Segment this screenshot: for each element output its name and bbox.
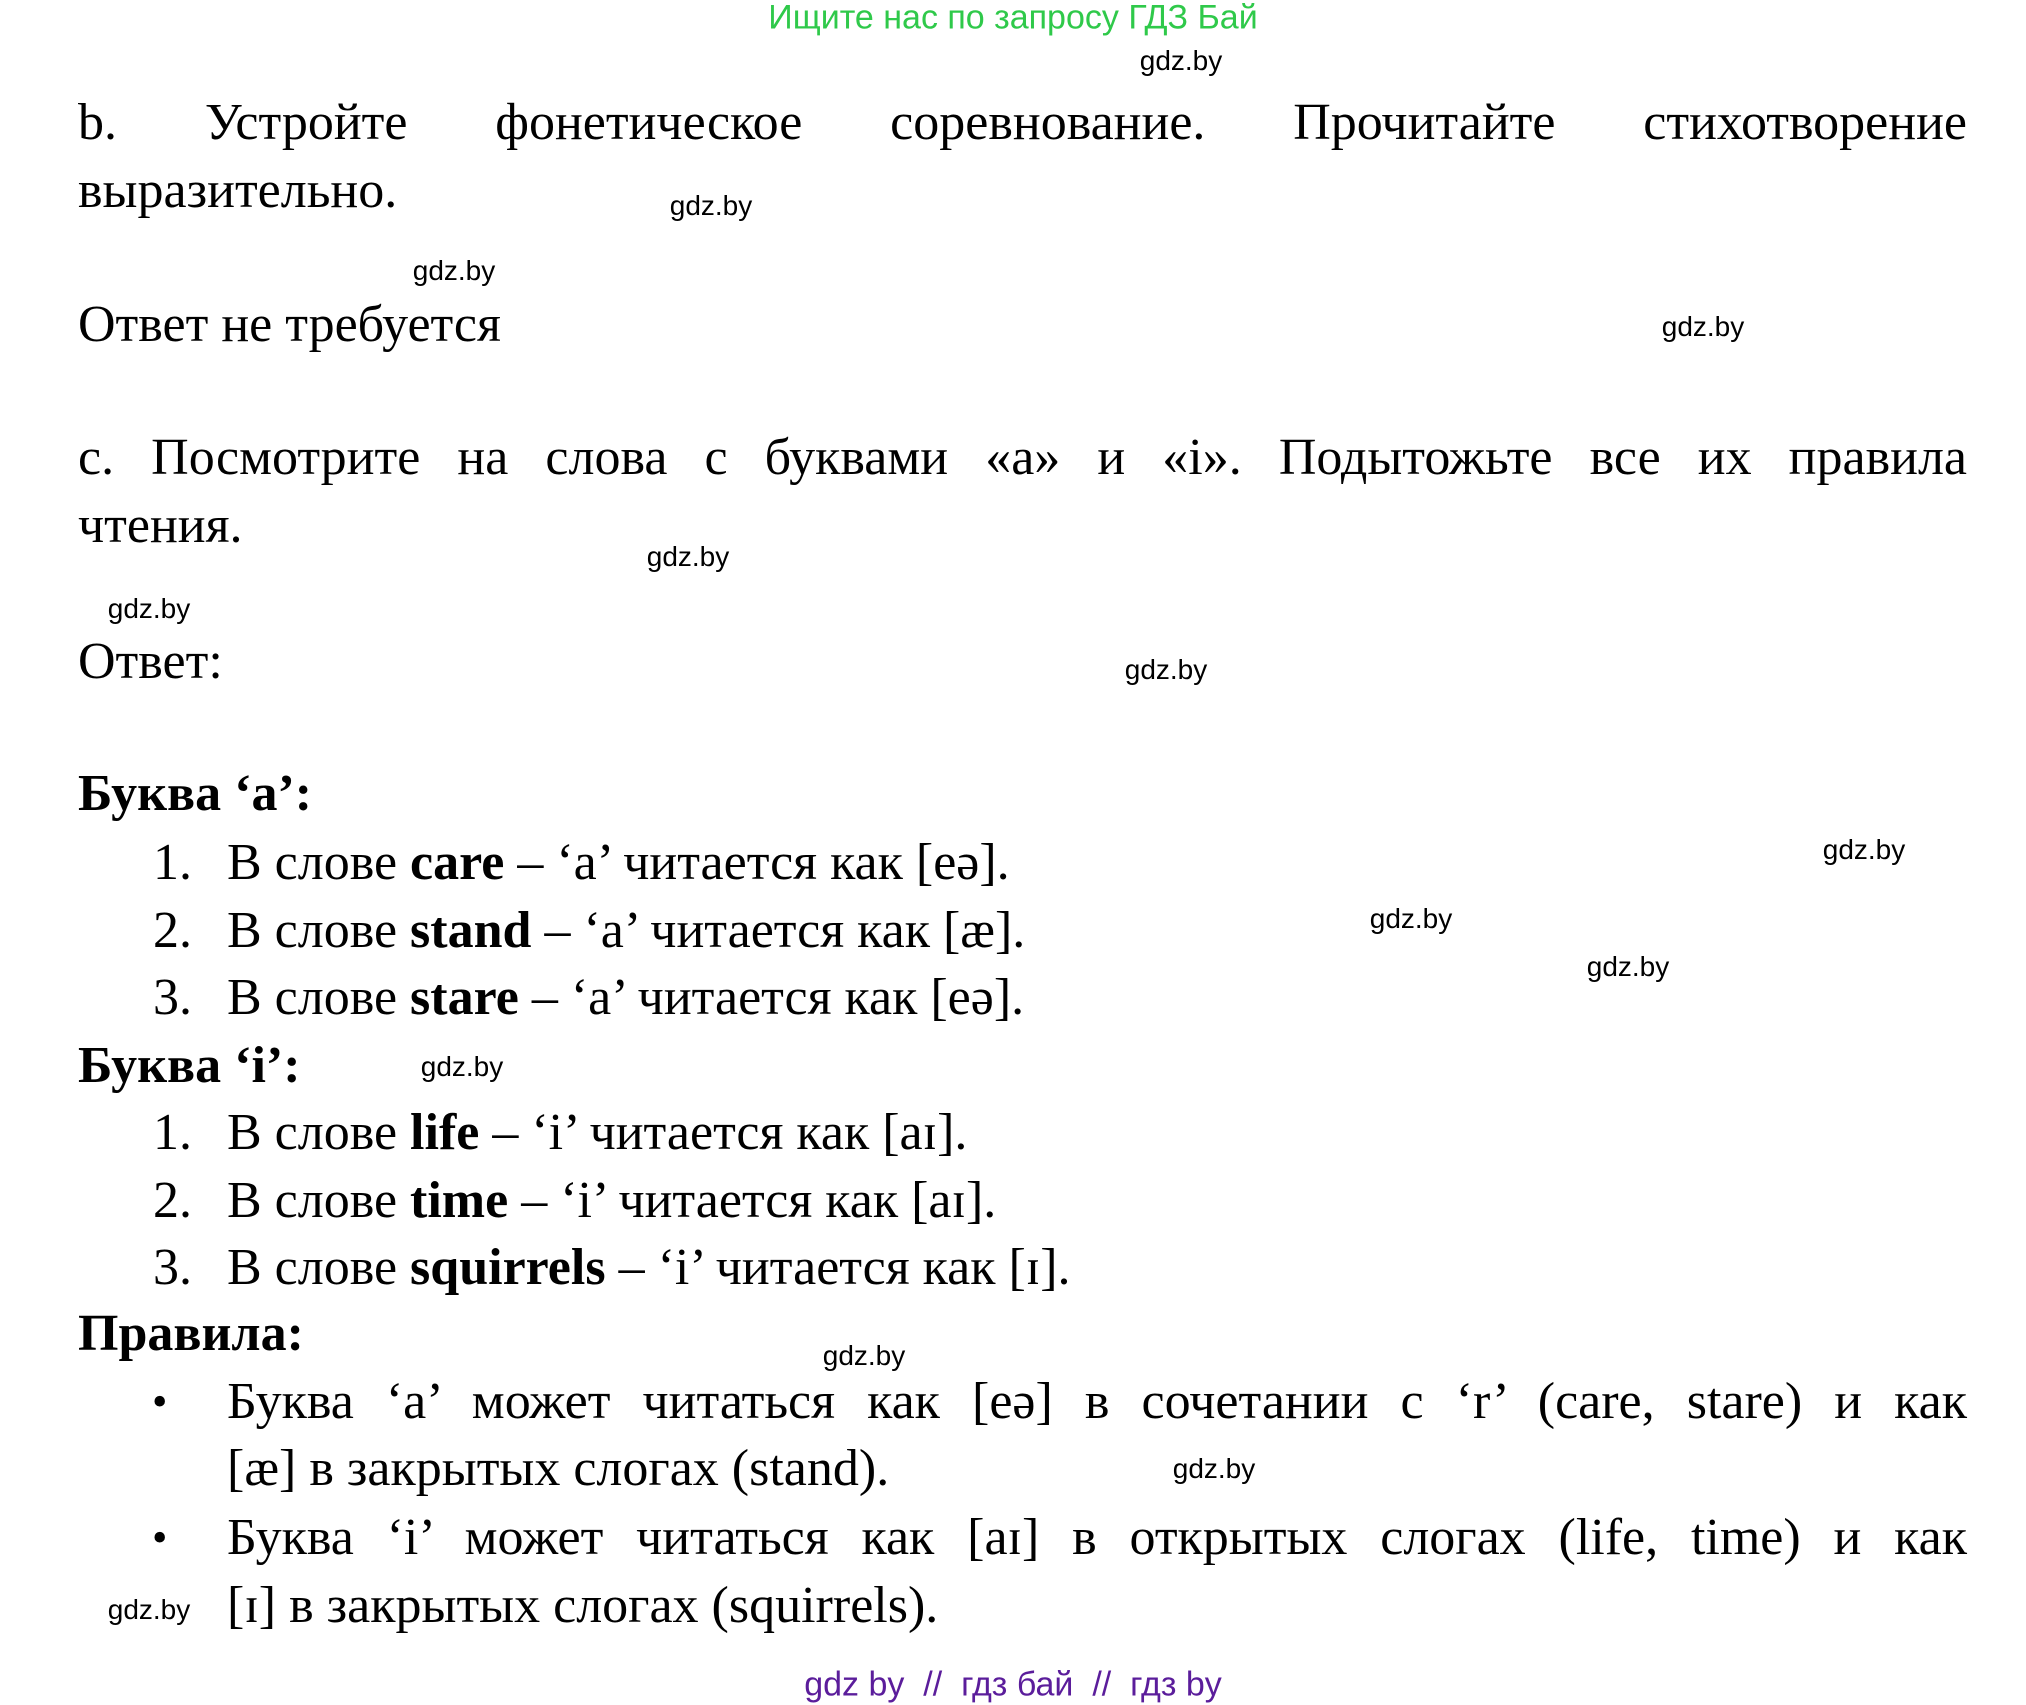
item-word: stare <box>410 969 519 1026</box>
watermark: gdz.by <box>1124 654 1208 685</box>
watermark: gdz.by <box>1172 1453 1256 1484</box>
search-banner: Ищите нас по запросу ГДЗ Бай <box>768 0 1258 37</box>
rule-1-line1: Буква ‘a’ может читаться как [eə] в сочетании с ‘r’ (care, stare) и как <box>227 1373 1967 1430</box>
list-item <box>227 1167 996 1235</box>
task-c-answer: Ответ: <box>78 633 223 690</box>
item-prefix: В слове <box>227 1172 411 1229</box>
item-prefix: В слове <box>227 969 411 1026</box>
watermark: gdz.by <box>412 255 496 286</box>
letter-a-heading: Буква ‘a’: <box>78 765 313 822</box>
list-number: 3. <box>153 1239 192 1296</box>
item-word: care <box>410 834 505 891</box>
rule-2-line2: [ɪ] в закрытых слогах (squirrels). <box>227 1577 939 1634</box>
list-number: 2. <box>153 1172 192 1229</box>
item-prefix: В слове <box>227 902 411 959</box>
task-c-line1: c. Посмотрите на слова с буквами «a» и «i». Подытожьте все их правила <box>78 429 1967 486</box>
item-word: time <box>410 1172 509 1229</box>
list-number: 1. <box>153 834 192 891</box>
item-rest: – ‘i’ читается как [ɪ]. <box>605 1239 1071 1296</box>
item-word: life <box>410 1104 480 1161</box>
watermark: gdz.by <box>646 541 730 572</box>
watermark: gdz.by <box>669 190 753 221</box>
task-b-line1: b. Устройте фонетическое соревнование. Прочитайте стихотворение <box>78 94 1967 151</box>
watermark: gdz.by <box>822 1340 906 1371</box>
letter-i-heading: Буква ‘i’: <box>78 1037 301 1094</box>
list-item <box>227 1099 967 1167</box>
bullet-icon: • <box>152 1377 168 1426</box>
task-c-line2: чтения. <box>78 497 243 554</box>
item-word: squirrels <box>410 1239 606 1296</box>
watermark: gdz.by <box>1139 45 1223 76</box>
watermark: gdz.by <box>1822 834 1906 865</box>
watermark: gdz.by <box>107 593 191 624</box>
list-item <box>227 897 1025 965</box>
item-prefix: В слове <box>227 1104 411 1161</box>
rule-1-line2: [æ] в закрытых слогах (stand). <box>227 1440 890 1497</box>
list-number: 3. <box>153 969 192 1026</box>
list-number: 2. <box>153 902 192 959</box>
item-rest: – ‘a’ читается как [eə]. <box>504 834 1010 891</box>
task-b-line2: выразительно. <box>78 162 398 219</box>
list-item <box>227 829 1010 897</box>
rules-heading: Правила: <box>78 1305 304 1362</box>
watermark: gdz.by <box>1369 903 1453 934</box>
item-rest: – ‘i’ читается как [aɪ]. <box>508 1172 997 1229</box>
item-word: stand <box>410 902 532 959</box>
task-b-answer: Ответ не требуется <box>78 296 501 353</box>
item-prefix: В слове <box>227 1239 411 1296</box>
item-rest: – ‘a’ читается как [eə]. <box>518 969 1025 1026</box>
rule-2-line1: Буква ‘i’ может читаться как [aɪ] в открытых слогах (life, time) и как <box>227 1509 1967 1566</box>
watermark: gdz.by <box>1586 951 1670 982</box>
watermark: gdz.by <box>420 1051 504 1082</box>
watermark: gdz.by <box>1661 311 1745 342</box>
list-item <box>227 1234 1071 1302</box>
item-rest: – ‘i’ читается как [aɪ]. <box>479 1104 968 1161</box>
list-item <box>227 964 1024 1032</box>
watermark: gdz.by <box>107 1594 191 1625</box>
item-rest: – ‘a’ читается как [æ]. <box>531 902 1026 959</box>
footer-links: gdz by // гдз бай // гдз by <box>804 1665 1222 1704</box>
bullet-icon: • <box>152 1513 168 1562</box>
list-number: 1. <box>153 1104 192 1161</box>
item-prefix: В слове <box>227 834 411 891</box>
